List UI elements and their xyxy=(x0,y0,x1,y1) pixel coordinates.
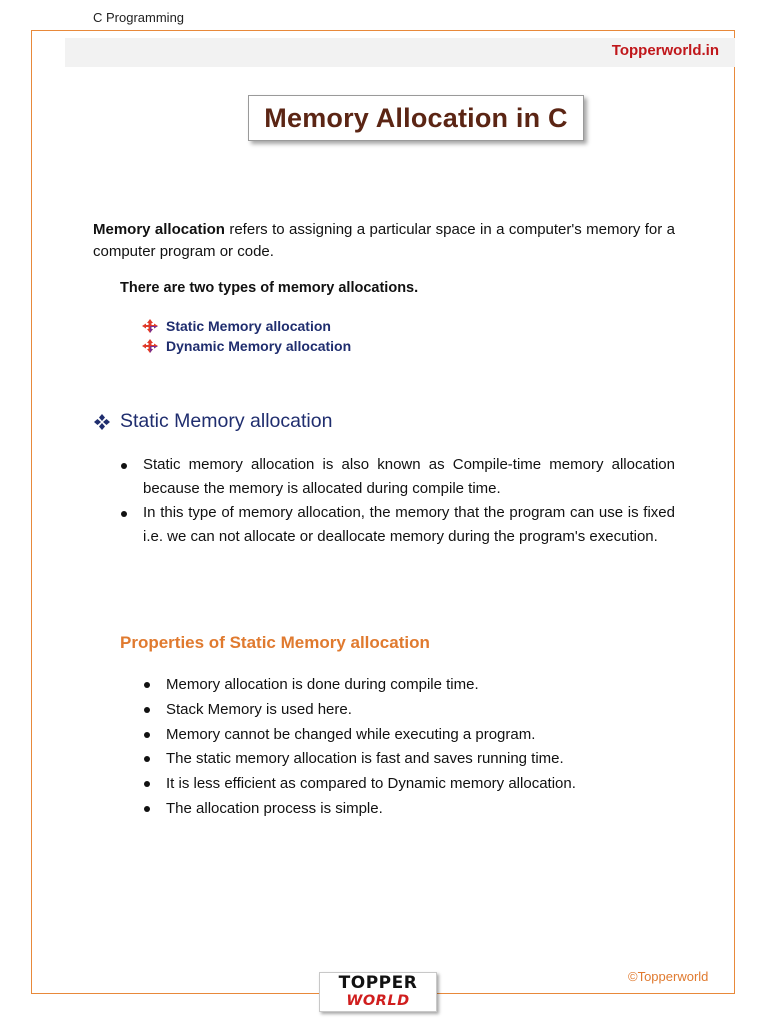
list-item xyxy=(143,453,675,501)
type-list xyxy=(142,316,351,356)
list-item xyxy=(166,723,576,748)
topperworld-logo xyxy=(319,972,437,1012)
four-way-arrow-icon xyxy=(142,339,158,353)
properties-list xyxy=(166,673,576,822)
static-points-list xyxy=(143,453,675,549)
type-item-static xyxy=(142,316,351,336)
bullet-icon xyxy=(121,511,127,517)
list-item-text: The static memory allocation is fast and saves running time. xyxy=(166,750,564,768)
bullet-icon xyxy=(121,463,127,469)
list-item-text: Memory allocation is done during compile time. xyxy=(166,676,479,693)
document-header-label: C Programming xyxy=(93,10,185,25)
intro-text: refers to assigning a particular space in a computer's memory for a computer program or code. xyxy=(93,221,675,260)
list-item-text: The allocation process is simple. xyxy=(166,799,383,817)
type-item-dynamic xyxy=(142,336,351,356)
logo-line-1: TOPPER xyxy=(338,973,418,993)
list-item-text: In this type of memory allocation, the memory that the program can use is fixed i.e. we can not allocate or deallocate memory during the program's execution. xyxy=(143,504,675,545)
site-banner xyxy=(65,38,735,67)
type-item-label: Static Memory allocation xyxy=(166,318,331,334)
type-item-label: Dynamic Memory allocation xyxy=(166,338,352,354)
static-section-title: Static Memory allocation xyxy=(120,410,333,432)
title-box xyxy=(248,95,584,141)
types-heading: There are two types of memory allocations. xyxy=(120,280,419,296)
bullet-icon xyxy=(144,732,150,738)
bullet-icon xyxy=(144,682,150,688)
intro-term: Memory allocation xyxy=(93,221,225,238)
list-item xyxy=(143,501,675,549)
static-section-heading xyxy=(93,410,332,433)
list-item xyxy=(166,673,576,698)
bullet-icon xyxy=(144,806,150,812)
bullet-icon xyxy=(144,707,150,713)
four-way-arrow-icon xyxy=(142,319,158,333)
site-name: Topperworld.in xyxy=(611,42,719,59)
list-item xyxy=(166,772,576,797)
list-item xyxy=(166,698,576,723)
logo-line-2: WORLD xyxy=(346,993,410,1009)
list-item xyxy=(166,747,576,772)
list-item xyxy=(166,797,576,822)
properties-heading: Properties of Static Memory allocation xyxy=(120,633,430,652)
list-item-text: Static memory allocation is also known as Compile-time memory allocation because the memory is allocated during compile time. xyxy=(143,456,675,497)
four-diamond-icon xyxy=(93,413,111,431)
list-item-text: Stack Memory is used here. xyxy=(166,700,352,718)
page-title: Memory Allocation in C xyxy=(264,102,568,133)
intro-paragraph xyxy=(93,219,675,263)
copyright-text: ©Topperworld xyxy=(628,969,709,984)
list-item-text: Memory cannot be changed while executing a program. xyxy=(166,725,536,743)
list-item-text: It is less efficient as compared to Dynamic memory allocation. xyxy=(166,775,576,793)
